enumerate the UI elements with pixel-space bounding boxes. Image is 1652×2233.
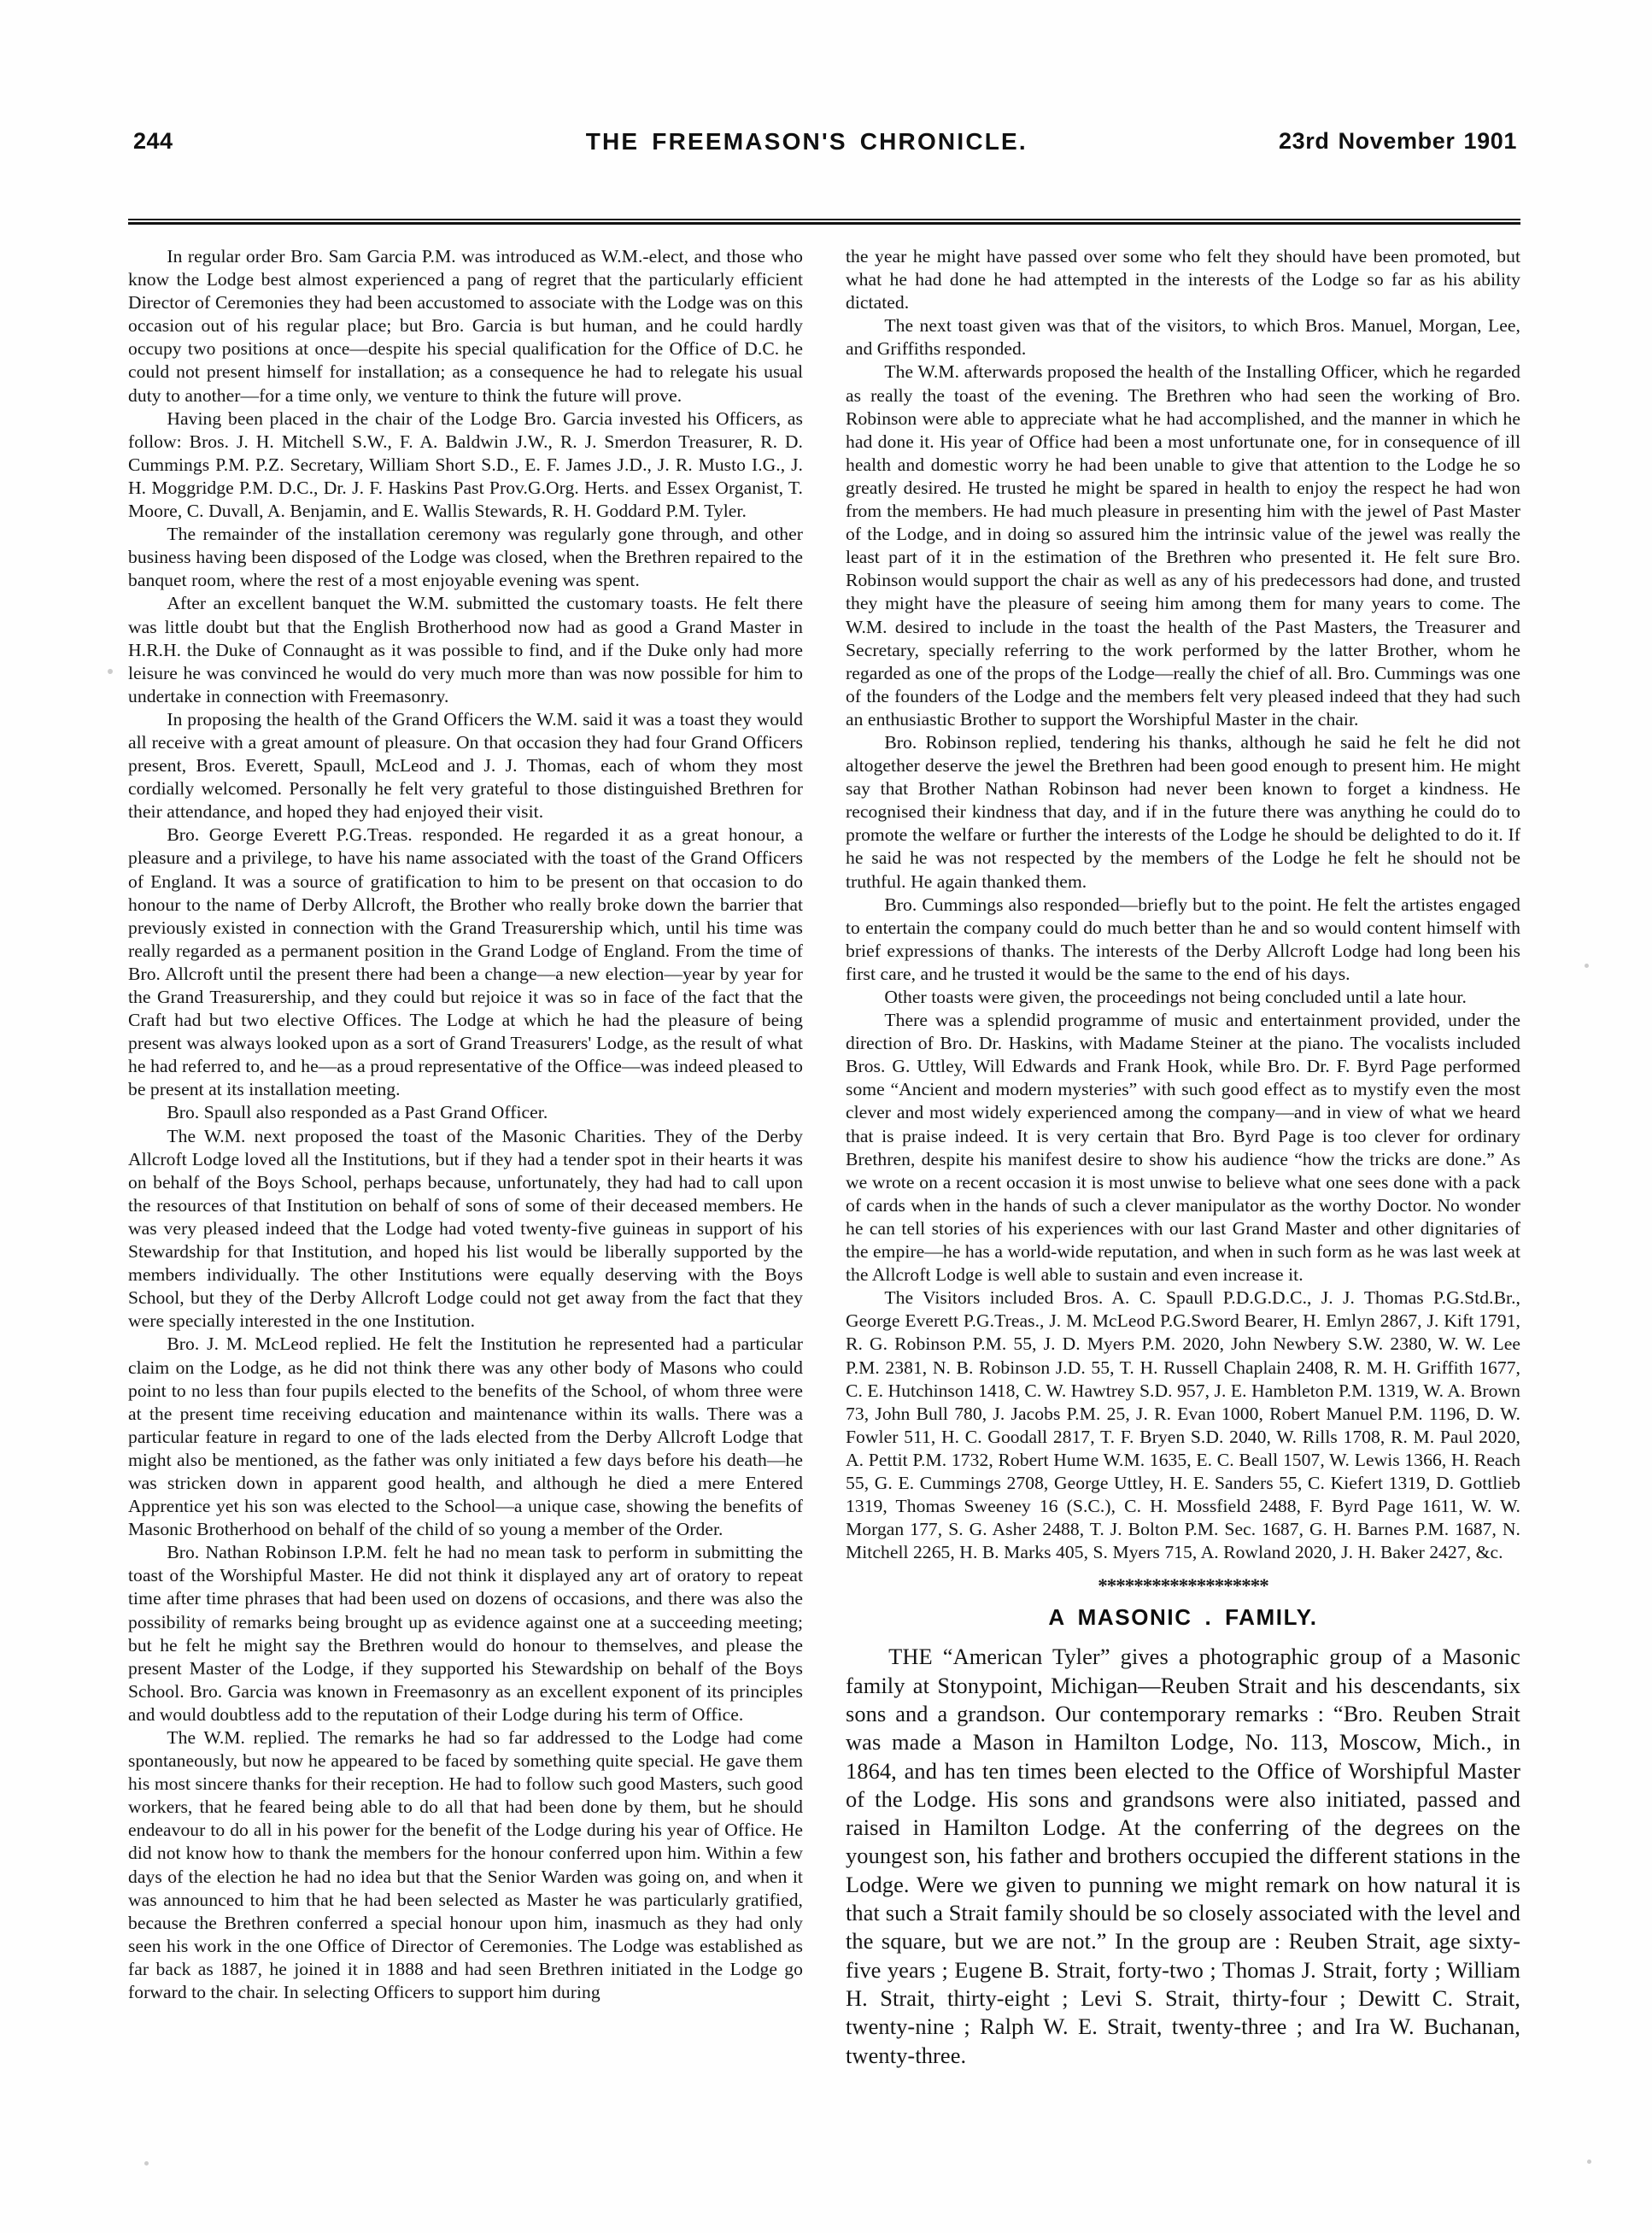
paragraph: Bro. Cummings also responded—briefly but to the point. He felt the artistes engaged to entertain the company could do much better than he and so would content himself with brief expressions of thanks. The interests of the Derby Allcroft Lodge had long been his first care, and he trusted it would be the same to the end of his days. [846, 894, 1520, 984]
scan-speck [1585, 964, 1589, 968]
left-column [128, 245, 803, 2004]
paragraph: After an excellent banquet the W.M. submitted the customary toasts. He felt there was little doubt but that the English Brotherhood now had as good a Grand Master in H.R.H. the Duke of Connaught as it was possible to find, and if the Duke only had more leisure he was convinced he would do very much more than was now possible for him to undertake in connection with Freemasonry. [128, 593, 803, 706]
publication-title: THE FREEMASON'S CHRONICLE. [585, 128, 1028, 155]
page-masthead [128, 128, 1520, 181]
paragraph: Bro. J. M. McLeod replied. He felt the Institution he represented had a particular claim on the Lodge, as he did not think there was any other body of Masons who could point to no less than four pupils elected to the benefits of the School, of whom three were at the present time receiving education and maintenance within its walls. There was a particular feature in regard to one of the lads elected from the Derby Allcroft Lodge that might also be mentioned, as the father was only initiated a few days before his death—he was stricken down in apparent good health, and although he died a mere Entered Apprentice yet his son was elected to the School—a unique case, showing the benefits of Masonic Brotherhood on behalf of the child of so young a member of the Order. [128, 1333, 803, 1540]
paragraph-continuation: the year he might have passed over some who felt they should have been promoted, but what he had done he had attempted in the interests of the Lodge so far as his ability dictated. [846, 246, 1520, 314]
issue-date: 23rd November 1901 [1279, 128, 1517, 154]
page-number: 244 [133, 128, 173, 154]
masthead-rule [128, 219, 1520, 225]
masthead-rule-thin [128, 219, 1520, 220]
paragraph: In proposing the health of the Grand Officers the W.M. said it was a toast they would all receive with a great amount of pleasure. On that occasion they had four Grand Officers present, Bros. Everett, Spaull, McLeod and J. J. Thomas, each of whom they most cordially welcomed. Personally he felt very grateful to those distinguished Brethren for their attendance, and hoped they had enjoyed their visit. [128, 708, 803, 823]
paragraph: Other toasts were given, the proceedings not being concluded until a late hour. [884, 987, 1467, 1007]
right-column [846, 245, 1520, 2070]
scan-speck [144, 2161, 149, 2166]
paragraph: Having been placed in the chair of the Lodge Bro. Garcia invested his Officers, as follow: Bros. J. H. Mitchell S.W., F. A. Baldwin J.W., R. J. Smerdon Treasurer, R. D. Cummings P.M. P.Z. Secretary, William Short S.D., E. F. James J.D., J. R. Musto I.G., J. H. Moggridge P.M. D.C., Dr. J. F. Haskins Past Prov.G.Org. Herts. and Essex Organist, T. Moore, C. Duvall, A. Benjamin, and E. Wallis Stewards, R. H. Goddard P.M. Tyler. [128, 407, 803, 522]
section-heading: A MASONIC . FAMILY. [1048, 1604, 1318, 1631]
paragraph: The W.M. next proposed the toast of the Masonic Charities. They of the Derby Allcroft Lodge loved all the Institutions, but if they had a tender spot in their hearts it was on behalf of the Boys School, perhaps because, unfortunately, they had had to call upon the resources of that Institution on behalf of sons of some of their deceased members. He was very pleased indeed that the Lodge had voted twenty-five guineas in support of his Stewardship for that Institution, and hoped his list would be liberally supported by the members individually. The other Institutions were equally deserving with the Boys School, but they of the Derby Allcroft Lodge could not get away from the fact that they were specially interested in the one Institution. [128, 1125, 803, 1332]
paragraph: Bro. Nathan Robinson I.P.M. felt he had no mean task to perform in submitting the toast of the Worshipful Master. He did not think it displayed any art of oratory to repeat time after time phrases that had been used on dozens of occasions, and there was also the possibility of remarks being brought up as evidence against one at a succeeding meeting; but he felt he might say the Brethren would do honour to themselves, and please the present Master of the Lodge, if they supported his Stewardship on behalf of the Boys School. Bro. Garcia was known in Freemasonry as an excellent exponent of its principles and would doubtless add to the reputation of their Lodge during his term of Office. [128, 1542, 803, 1725]
paragraph: Bro. George Everett P.G.Treas. responded. He regarded it as a great honour, a pleasure and a privilege, to have his name associated with the toast of the Grand Officers of England. It was a source of gratification to him to be present on that occasion to do honour to the name of Derby Allcroft, the Brother who really broke down the barrier that previously existed in connection with the Grand Treasurership which, until his time was really regarded as a permanent position in the Grand Lodge of England. From the time of Bro. Allcroft until the present there had been a change—a new election—year by year for the Grand Treasurership, and they could but rejoice it was so in face of the fact that the Craft had but two elective Offices. The Lodge at which he had the pleasure of being present was always looked upon as a sort of Grand Treasurers' Lodge, as the result of what he had referred to, and he—as a proud representative of the Office—was indeed pleased to be present at its installation meeting. [128, 824, 803, 1100]
scan-speck [1587, 2160, 1591, 2164]
visitors-list-paragraph: The Visitors included Bros. A. C. Spaull P.D.G.D.C., J. J. Thomas P.G.Std.Br., George Everett P.G.Treas., J. M. McLeod P.G.Sword Bearer, H. Emlyn 2867, J. Kift 1791, R. G. Robinson P.M. 55, J. D. Myers P.M. 2020, John Newbery S.W. 2380, W. W. Lee P.M. 2381, N. B. Robinson J.D. 55, T. H. Russell Chaplain 2408, R. M. H. Griffith 1677, C. E. Hutchinson 1418, C. W. Hawtrey S.D. 957, J. E. Hambleton P.M. 1319, W. A. Brown 73, John Bull 780, J. Jacobs P.M. 25, J. R. Evan 1000, Robert Manuel P.M. 1196, D. W. Fowler 511, H. C. Goodall 2817, T. F. Bryen S.D. 2040, W. Rills 1708, R. M. Paul 2020, A. Pettit P.M. 1732, Robert Hume W.M. 1635, E. C. Beall 1507, W. Lewis 1366, H. Reach 55, G. E. Cummings 2708, George Uttley, H. E. Sanders 55, C. Kiefert 1319, D. Gottlieb 1319, Thomas Sweeney 16 (S.C.), C. H. Mossfield 2488, F. Byrd Page 1611, W. W. Morgan 177, S. G. Asher 2488, T. J. Bolton P.M. Sec. 1687, G. H. Barnes P.M. 1687, N. Mitchell 2265, H. B. Marks 405, S. Myers 715, A. Rowland 2020, J. H. Baker 2427, &c. [846, 1287, 1520, 1563]
page-content-area [128, 128, 1520, 2119]
asterisk-divider: ******************* [1098, 1575, 1268, 1597]
masthead-rule-thick [128, 222, 1520, 225]
article-columns [128, 245, 1520, 2070]
paragraph: The W.M. replied. The remarks he had so far addressed to the Lodge had come spontaneously, but now he appeared to be faced by something quite special. He gave them his most sincere thanks for their reception. He had to follow such good Masters, such good workers, that he feared being able to do all that had been done by them, but he should endeavour to do all in his power for the benefit of the Lodge during his year of Office. He did not know how to thank the members for the honour conferred upon him. Within a few days of the election he had no idea but that the Senior Warden was going on, and when it was announced to him that he had been selected as Master he was particularly gratified, because the Brethren conferred a special honour upon him, inasmuch as they had only seen his work in the one Office of Director of Ceremonies. The Lodge was established as far back as 1887, he joined it in 1888 and had seen Brethren initiated in the Lodge go forward to the chair. In selecting Officers to support him during [128, 1727, 803, 2003]
paragraph: There was a splendid programme of music and entertainment provided, under the direction of Bro. Dr. Haskins, with Madame Steiner at the piano. The vocalists included Bros. G. Uttley, Will Edwards and Frank Hook, while Bro. Dr. F. Byrd Page performed some “Ancient and modern mysteries” with such good effect as to mystify even the most clever and most widely experienced among the company—and in view of what we heard that is praise indeed. It is very certain that Bro. Byrd Page is too clever for ordinary Brethren, despite his manifest desire to show his audience “how the tricks are done.” As we wrote on a recent occasion it is most unwise to believe what one sees done with a pack of cards when in the hands of such a clever manipulator as the worthy Doctor. No wonder he can tell stories of his experiences with our last Grand Master and other dignitaries of the empire—he has a world-wide reputation, and when in such form as he was last week at the Allcroft Lodge is well able to sustain and even increase it. [846, 1010, 1520, 1286]
paragraph: The W.M. afterwards proposed the health of the Installing Officer, which he regarded as really the toast of the evening. The Brethren who had seen the working of Bro. Robinson were able to appreciate what he had accomplished, and the manner in which he had done it. His year of Office had been a most unfortunate one, for in consequence of ill health and domestic worry he had been unable to give that attention to the Lodge he so greatly desired. He trusted he might be spared in health to enjoy the respect he had won from the members. He had much pleasure in presenting him with the jewel of Past Master of the Lodge, and in doing so assured him the intrinsic value of the jewel was really the least part of it in the estimation of the Brethren who presented it. He felt sure Bro. Robinson would support the chair as well as any of his predecessors had done, and trusted they might have the pleasure of seeing him among them for many years to come. The W.M. desired to include in the toast the health of the Past Masters, the Treasurer and Secretary, specially referring to the work performed by the latter Brother, whom he regarded as one of the props of the Lodge—really the chief of all. Bro. Cummings was one of the founders of the Lodge and the members felt very pleased indeed that they had such an enthusiastic Brother to support the Worshipful Master in the chair. [846, 361, 1520, 730]
scan-speck [108, 669, 113, 674]
paragraph: In regular order Bro. Sam Garcia P.M. was introduced as W.M.-elect, and those who know the Lodge best almost experienced a pang of regret that the particularly efficient Director of Ceremonies they had been accustomed to associate with the Lodge was on this occasion out of his regular place; but Bro. Garcia is but human, and he could hardly occupy two positions at once—despite his special qualification for the Office of D.C. he could not present himself for installation; as a consequence he had to relegate his usual duty to another—for a time only, we venture to think the future will prove. [128, 246, 803, 406]
paragraph: Bro. Robinson replied, tendering his thanks, although he said he felt he did not altogether deserve the jewel the Brethren had been good enough to present him. He might say that Brother Nathan Robinson had never been known to forget a kindness. He recognised their kindness that day, and if in the future there was anything he could do to promote the welfare or further the interests of the Lodge he should be delighted to do it. If he said he was not respected by the members of the Lodge he felt he should not be truthful. He again thanked them. [846, 731, 1520, 892]
paragraph: THE “American Tyler” gives a photographic group of a Masonic family at Stonypoint, Michigan—Reuben Strait and his descendants, six sons and a grandson. Our contemporary remarks : “Bro. Reuben Strait was made a Mason in Hamilton Lodge, No. 113, Moscow, Mich., in 1864, and has ten times been elected to the Office of Worshipful Master of the Lodge. His sons and grandsons were also initiated, passed and raised in Hamilton Lodge. At the conferring of the degrees on the youngest son, his father and brothers occupied the different stations in the Lodge. Were we given to punning we might remark on how natural it is that such a Strait family should be so closely associated with the level and the square, but we are not.” In the group are : Reuben Strait, age sixty-five years ; Eugene B. Strait, forty-two ; Thomas J. Strait, forty ; William H. Strait, thirty-eight ; Levi S. Strait, thirty-four ; Dewitt C. Strait, twenty-nine ; Ralph W. E. Strait, twenty-three ; and Ira W. Buchanan, twenty-three. [846, 1644, 1520, 2068]
paragraph: The next toast given was that of the visitors, to which Bros. Manuel, Morgan, Lee, and Griffiths responded. [846, 315, 1520, 360]
paragraph: The remainder of the installation ceremony was regularly gone through, and other business having been disposed of the Lodge was closed, when the Brethren repaired to the banquet room, where the rest of a most enjoyable evening was spent. [128, 524, 803, 591]
paragraph: Bro. Spaull also responded as a Past Grand Officer. [167, 1102, 548, 1123]
